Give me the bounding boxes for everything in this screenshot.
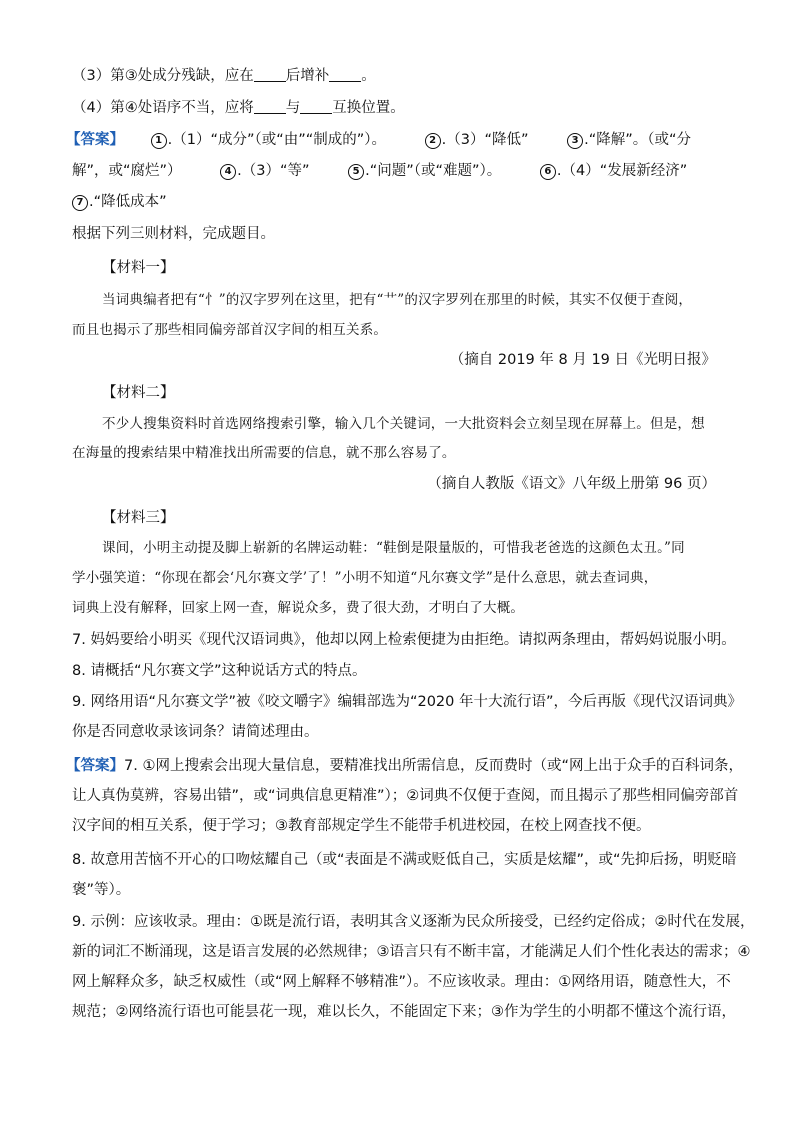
- answer-tag: 【答案】: [66, 758, 124, 774]
- answer-blank: [329, 67, 361, 82]
- material-1-source: （摘自 2019 年 8 月 19 日《光明日报》: [449, 352, 716, 368]
- question-4-item: （4）第④处语序不当，应将 与 互换位置。: [72, 100, 405, 116]
- circled-number: 1: [151, 133, 167, 149]
- answer-9-line: 新的词汇不断涌现，这是语言发展的必然规律；③语言只有不断丰富，才能满足人们个性化表达的需求；④: [72, 944, 751, 960]
- material-2-line: 在海量的搜索结果中精准找出所需要的信息，就不那么容易了。: [72, 445, 456, 461]
- material-1-line: 当词典编者把有“忄”的汉字罗列在这里，把有“艹”的汉字罗列在那里的时候，其实不仅便于查阅，: [102, 292, 693, 308]
- material-3-line: 词典上没有解释，回家上网一查，解说众多，费了很大劲，才明白了大概。: [72, 600, 525, 616]
- circled-number: 6: [540, 164, 556, 180]
- question-7: 7. 妈妈要给小明买《现代汉语词典》，他却以网上检索便捷为由拒绝。请拟两条理由，帮妈妈说服小明。: [72, 632, 736, 648]
- answer-9-line: 9. 示例：应该收录。理由：①既是流行语，表明其含义逐渐为民众所接受，已经约定俗成；②时代在发展，: [72, 914, 755, 930]
- reading-intro: 根据下列三则材料，完成题目。: [72, 226, 275, 242]
- circled-number: 4: [220, 164, 236, 180]
- question-3-item: （3）第③处成分残缺，应在 后增补 。: [72, 68, 376, 84]
- material-3-heading: 【材料三】: [102, 510, 175, 526]
- answer-tag: 【答案】: [66, 132, 124, 148]
- answer-blank: [300, 99, 332, 114]
- answer-blank: [254, 99, 286, 114]
- material-3-line: 课间，小明主动提及脚上崭新的名牌运动鞋：“鞋倒是限量版的，可惜我老爸选的这颜色太丑。”同: [102, 540, 685, 556]
- answer-9-line: 规范；②网络流行语也可能昙花一现，难以长久，不能固定下来；③作为学生的小明都不懂这个流行语，: [72, 1004, 736, 1020]
- material-2-heading: 【材料二】: [102, 385, 175, 401]
- question-8: 8. 请概括“凡尔赛文学”这种说话方式的特点。: [72, 663, 367, 679]
- material-3-line: 学小强笑道：“你现在都会‘凡尔赛文学’了！”小明不知道“凡尔赛文学”是什么意思，就去查词典，: [72, 570, 658, 586]
- answer-7-line: 汉字间的相互关系，便于学习；③教育部规定学生不能带手机进校园，在校上网查找不便。: [72, 818, 651, 834]
- answer-7-line: 让人真伪莫辨，容易出错”，或“词典信息更精准”）；②词典不仅便于查阅，而且揭示了那些相同偏旁部首: [72, 788, 739, 804]
- answer-line-3: 7 .“降低成本”: [72, 192, 724, 212]
- answer-7-line: 【答案】7. ①网上搜索会出现大量信息，要精准找出所需信息，反而费时（或“网上出于众手的百科词条，: [66, 758, 743, 774]
- answer-line-2: 解”，或“腐烂”） 4 .（3）“等” 5 .“问题”（或“难题”）。 6 .（4）“发展新经济”: [72, 163, 688, 179]
- material-1-heading: 【材料一】: [102, 260, 175, 276]
- question-9: 9. 网络用语“凡尔赛文学”被《咬文嚼字》编辑部选为“2020 年十大流行语”，今后再版《现代汉语词典》: [72, 694, 742, 710]
- answer-9-line: 网上解释众多，缺乏权威性（或“网上解释不够精准”）。不应该收录。理由：①网络用语，随意性大，不: [72, 974, 731, 990]
- circled-number: 7: [72, 195, 88, 211]
- answer-8-line: 8. 故意用苦恼不开心的口吻炫耀自己（或“表面是不满或贬低自己，实质是炫耀”，或“先抑后扬，明贬暗: [72, 852, 737, 868]
- material-1-line: 而且也揭示了那些相同偏旁部首汉字间的相互关系。: [72, 322, 388, 338]
- answer-8-line: 褒”等）。: [72, 882, 131, 898]
- material-2-line: 不少人搜集资料时首选网络搜索引擎，输入几个关键词，一大批资料会立刻呈现在屏幕上。但是，想: [102, 416, 705, 432]
- question-9-cont: 你是否同意收录该词条？请简述理由。: [72, 724, 319, 740]
- circled-number: 5: [348, 164, 364, 180]
- circled-number: 2: [425, 133, 441, 149]
- answer-line-1: 【答案】 1 .（1）“成分”（或“由”“制成的”）。 2 .（3）“降低” 3 .“降解”。（或“分: [66, 132, 691, 148]
- answer-blank: [254, 67, 286, 82]
- circled-number: 3: [567, 133, 583, 149]
- material-2-source: （摘自人教版《语文》八年级上册第 96 页）: [427, 476, 716, 492]
